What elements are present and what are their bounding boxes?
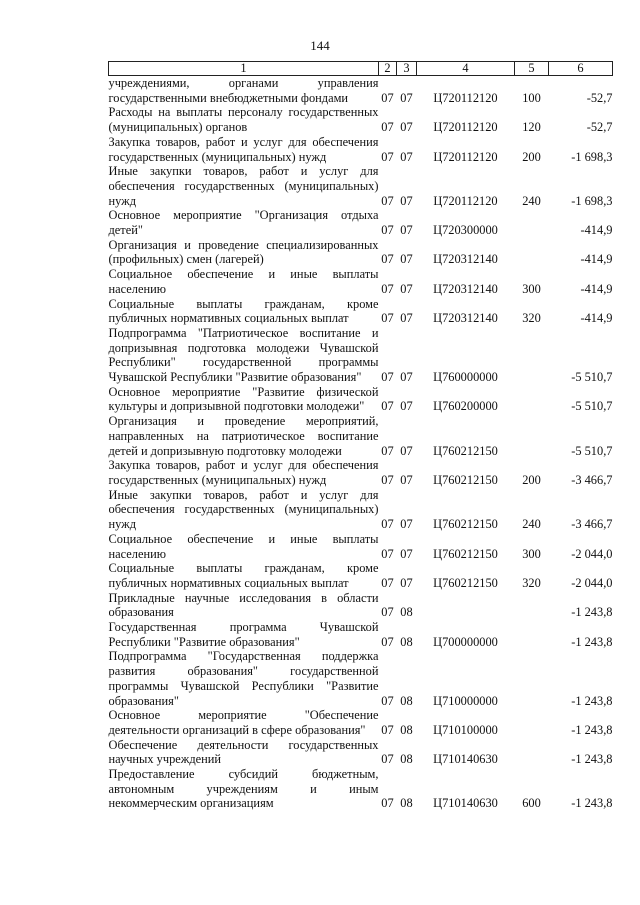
row-subsection-cell: 08: [400, 634, 413, 649]
row-name-cell: Закупка товаров, работ и услуг для обеспечения государственных (муниципальных) нужд: [108, 458, 379, 487]
row-expense-type-cell: [515, 385, 549, 414]
header-row: [109, 62, 613, 76]
table-row: [109, 649, 613, 708]
row-expense-type-cell: [515, 738, 549, 767]
page-number: 144: [310, 38, 330, 53]
row-expense-type-cell: [515, 620, 549, 649]
row-expense-type-cell: [515, 326, 549, 385]
row-name-cell: Государственная программа Чувашской Республики "Развитие образования": [108, 620, 379, 649]
row-name-cell: Организация и проведение мероприятий, направленных на патриотическое воспитание детей и допризывную подготовку молодежи: [108, 414, 379, 458]
table-row: [109, 76, 613, 106]
header-col-1: 1: [109, 62, 379, 76]
row-expense-type-cell: [515, 708, 549, 737]
header-col-6: 6: [549, 62, 613, 76]
row-subsection-cell: 07: [400, 472, 413, 487]
row-subsection-cell: 07: [400, 399, 413, 414]
row-target-article-cell: Ц720112120: [433, 193, 498, 208]
row-target-article-cell: Ц720112120: [433, 149, 498, 164]
row-section-cell: 07: [381, 546, 394, 561]
row-target-article-cell: Ц710140630: [433, 752, 498, 767]
row-name-cell: Социальное обеспечение и иные выплаты населению: [108, 531, 379, 561]
table-row: [109, 105, 613, 134]
row-section-cell: 07: [381, 605, 394, 620]
row-amount-cell: -2 044,0: [571, 575, 613, 590]
row-section-cell: 07: [381, 443, 394, 458]
row-subsection-cell: 07: [400, 370, 413, 385]
table-row: [109, 488, 613, 532]
row-expense-type-cell: [515, 238, 549, 267]
row-target-article-cell: Ц710140630: [433, 796, 498, 811]
row-target-article-cell: Ц760200000: [433, 399, 498, 414]
row-amount-cell: -5 510,7: [571, 399, 613, 414]
row-subsection-cell: 07: [400, 517, 413, 532]
row-section-cell: 07: [381, 90, 394, 105]
row-name-cell: учреждениями, органами управления государственными внебюджетными фондами: [108, 76, 379, 105]
row-target-article-cell: Ц760212150: [433, 472, 498, 487]
row-section-cell: 07: [381, 634, 394, 649]
row-subsection-cell: 08: [400, 605, 413, 620]
row-section-cell: 07: [381, 752, 394, 767]
row-amount-cell: -3 466,7: [571, 472, 613, 487]
row-amount-cell: -414,9: [580, 252, 613, 267]
row-subsection-cell: 07: [400, 223, 413, 238]
row-amount-cell: -5 510,7: [571, 443, 613, 458]
row-subsection-cell: 07: [400, 120, 413, 135]
row-name-cell: Социальное обеспечение и иные выплаты населению: [108, 267, 379, 296]
row-section-cell: 07: [381, 693, 394, 708]
header-col-3: 3: [397, 62, 417, 76]
row-subsection-cell: 08: [400, 796, 413, 811]
row-expense-type-cell: 200: [522, 149, 541, 164]
row-subsection-cell: 07: [400, 546, 413, 561]
row-amount-cell: -1 243,8: [571, 605, 613, 620]
row-amount-cell: -52,7: [586, 90, 613, 105]
row-name-cell: Прикладные научные исследования в области образования: [108, 590, 379, 620]
row-amount-cell: -414,9: [580, 223, 613, 238]
row-expense-type-cell: 320: [522, 311, 541, 326]
table-row: [109, 385, 613, 414]
row-subsection-cell: 08: [400, 752, 413, 767]
row-amount-cell: -1 243,8: [571, 722, 613, 737]
row-section-cell: 07: [381, 722, 394, 737]
row-subsection-cell: 07: [400, 311, 413, 326]
table-row: [109, 767, 613, 811]
row-target-article-cell: Ц760000000: [433, 370, 498, 385]
row-section-cell: 07: [381, 575, 394, 590]
row-subsection-cell: 08: [400, 722, 413, 737]
row-target-article-cell: Ц710100000: [433, 722, 498, 737]
row-target-article-cell: Ц720312140: [433, 311, 498, 326]
row-expense-type-cell: 600: [522, 796, 541, 811]
row-subsection-cell: 07: [400, 252, 413, 267]
row-section-cell: 07: [381, 370, 394, 385]
row-section-cell: 07: [381, 252, 394, 267]
header-col-4: 4: [417, 62, 515, 76]
table-row: [109, 414, 613, 458]
header-col-2: 2: [379, 62, 397, 76]
row-expense-type-cell: 100: [522, 90, 541, 105]
table-row: [109, 561, 613, 590]
row-amount-cell: -414,9: [580, 311, 613, 326]
row-target-article-cell: Ц760212150: [433, 575, 498, 590]
row-amount-cell: -52,7: [586, 120, 613, 135]
table-row: [109, 738, 613, 767]
header-col-5: 5: [515, 62, 549, 76]
row-expense-type-cell: [515, 649, 549, 708]
row-section-cell: 07: [381, 517, 394, 532]
row-name-cell: Иные закупки товаров, работ и услуг для обеспечения государственных (муниципальных) нужд: [108, 487, 379, 532]
row-section-cell: 07: [381, 399, 394, 414]
row-amount-cell: -5 510,7: [571, 370, 613, 385]
row-section-cell: 07: [381, 311, 394, 326]
table-row: [109, 164, 613, 208]
row-expense-type-cell: [515, 591, 549, 620]
row-amount-cell: -414,9: [580, 281, 613, 296]
row-subsection-cell: 07: [400, 149, 413, 164]
budget-table: [108, 61, 613, 811]
table-row: [109, 208, 613, 237]
table-row: [109, 135, 613, 164]
row-name-cell: Иные закупки товаров, работ и услуг для обеспечения государственных (муниципальных) нужд: [108, 164, 379, 208]
row-name-cell: Обеспечение деятельности государственных научных учреждений: [108, 737, 379, 767]
row-section-cell: 07: [381, 120, 394, 135]
row-amount-cell: -1 243,8: [571, 752, 613, 767]
row-target-article-cell: Ц720312140: [433, 281, 498, 296]
table-row: [109, 326, 613, 385]
row-target-article-cell: Ц760212150: [433, 443, 498, 458]
row-section-cell: 07: [381, 149, 394, 164]
table-row: [109, 238, 613, 267]
row-name-cell: Предоставление субсидий бюджетным, автономным учреждениям и иным некоммерческим организациям: [108, 767, 379, 811]
row-target-article-cell: Ц700000000: [433, 634, 498, 649]
row-amount-cell: -1 243,8: [571, 634, 613, 649]
row-expense-type-cell: 120: [522, 120, 541, 135]
row-expense-type-cell: 240: [522, 517, 541, 532]
row-amount-cell: -1 243,8: [571, 796, 613, 811]
row-target-article-cell: Ц720300000: [433, 223, 498, 238]
row-subsection-cell: 08: [400, 693, 413, 708]
table-row: [109, 532, 613, 561]
row-target-article-cell: Ц760212150: [433, 517, 498, 532]
row-name-cell: Основное мероприятие "Развитие физической культуры и допризывной подготовки молодежи": [108, 384, 379, 414]
table-row: [109, 267, 613, 296]
row-name-cell: Подпрограмма "Государственная поддержка развития образования" государственной программы Чувашской Республики "Развитие образования": [108, 649, 379, 708]
row-name-cell: Расходы на выплаты персоналу государственных (муниципальных) органов: [108, 105, 379, 135]
row-target-article-cell: Ц710000000: [433, 693, 498, 708]
row-name-cell: Основное мероприятие "Обеспечение деятельности организаций в сфере образования": [108, 708, 379, 737]
row-amount-cell: -1 698,3: [571, 149, 613, 164]
table-body: [109, 76, 613, 812]
row-section-cell: 07: [381, 796, 394, 811]
row-expense-type-cell: 300: [522, 281, 541, 296]
row-expense-type-cell: [515, 208, 549, 237]
row-expense-type-cell: [515, 414, 549, 458]
row-section-cell: 07: [381, 193, 394, 208]
row-expense-type-cell: 300: [522, 546, 541, 561]
table-row: [109, 297, 613, 326]
row-name-cell: Организация и проведение специализированных (профильных) смен (лагерей): [108, 237, 379, 267]
row-target-article-cell: Ц720112120: [433, 90, 498, 105]
row-amount-cell: -2 044,0: [571, 546, 613, 561]
row-subsection-cell: 07: [400, 90, 413, 105]
row-expense-type-cell: 200: [522, 472, 541, 487]
row-subsection-cell: 07: [400, 443, 413, 458]
row-amount-cell: -1 243,8: [571, 693, 613, 708]
row-section-cell: 07: [381, 472, 394, 487]
row-subsection-cell: 07: [400, 193, 413, 208]
table-row: [109, 458, 613, 487]
row-target-article-cell: Ц720312140: [433, 252, 498, 267]
row-expense-type-cell: 320: [522, 575, 541, 590]
row-subsection-cell: 07: [400, 575, 413, 590]
row-expense-type-cell: 240: [522, 193, 541, 208]
row-name-cell: Закупка товаров, работ и услуг для обеспечения государственных (муниципальных) нужд: [108, 134, 379, 164]
table-row: [109, 620, 613, 649]
row-section-cell: 07: [381, 223, 394, 238]
row-target-article-cell: [417, 591, 515, 620]
row-target-article-cell: Ц760212150: [433, 546, 498, 561]
row-amount-cell: -1 698,3: [571, 193, 613, 208]
row-subsection-cell: 07: [400, 281, 413, 296]
row-name-cell: Социальные выплаты гражданам, кроме публичных нормативных социальных выплат: [108, 296, 379, 326]
row-name-cell: Основное мероприятие "Организация отдыха детей": [108, 208, 379, 238]
row-name-cell: Подпрограмма "Патриотическое воспитание и допризывная подготовка молодежи Чувашской Республики" государственной программы Чувашской Республики "Развитие образования": [108, 325, 379, 385]
row-name-cell: Социальные выплаты гражданам, кроме публичных нормативных социальных выплат: [108, 561, 379, 590]
row-target-article-cell: Ц720112120: [433, 120, 498, 135]
row-amount-cell: -3 466,7: [571, 517, 613, 532]
table-row: [109, 708, 613, 737]
row-section-cell: 07: [381, 281, 394, 296]
table-row: [109, 591, 613, 620]
